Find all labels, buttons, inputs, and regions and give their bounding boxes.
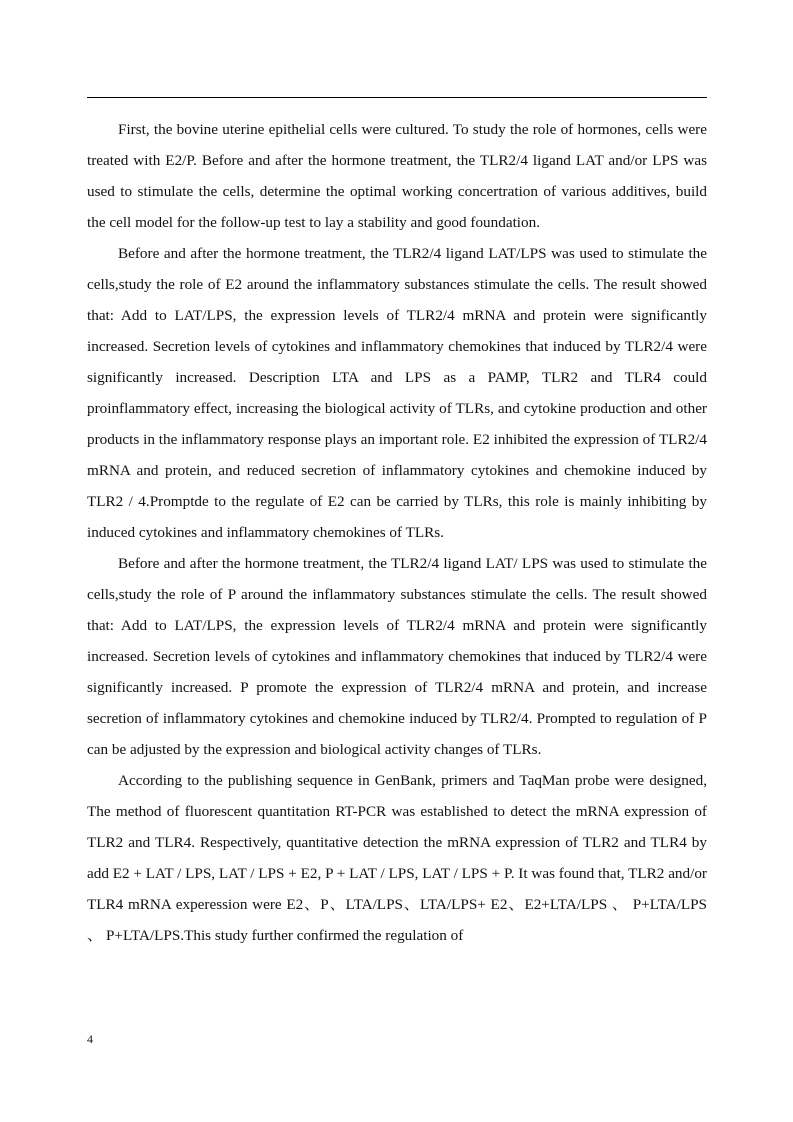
page-number: 4 <box>87 1032 93 1046</box>
paragraph-4: According to the publishing sequence in GenBank, primers and TaqMan probe were designed, The method of fluorescent quantitation RT-PCR was established to detect the mRNA expression of TLR2 and TLR4. Respectively, quantitative detection the mRNA expression of TLR2 and TLR4 by add E2 + LAT / LPS, LAT / LPS + E2, P + LAT / LPS, LAT / LPS + P. It was found that, TLR2 and/or TLR4 mRNA experession were E2、P、LTA/LPS、LTA/LPS+ E2、E2+LTA/LPS 、 P+LTA/LPS 、 P+LTA/LPS.This study further confirmed the regulation of <box>87 772 707 944</box>
paragraph-3: Before and after the hormone treatment, the TLR2/4 ligand LAT/ LPS was used to stimulate the cells,study the role of P around the inflammatory substances stimulate the cells. The result showed that: Add to LAT/LPS, the expression levels of TLR2/4 mRNA and protein were significantly increased. Secretion levels of cytokines and inflammatory chemokines that induced by TLR2/4 were significantly increased. P promote the expression of TLR2/4 mRNA and protein, and increase secretion of inflammatory cytokines and chemokine induced by TLR2/4. Prompted to regulation of P can be adjusted by the expression and biological activity changes of TLRs. <box>87 555 707 758</box>
paragraph-1: First, the bovine uterine epithelial cells were cultured. To study the role of hormones, cells were treated with E2/P. Before and after the hormone treatment, the TLR2/4 ligand LAT and/or LPS was used to stimulate the cells, determine the optimal working concertration of various additives, build the cell model for the follow-up test to lay a stability and good foundation. <box>87 121 707 231</box>
paragraph-2: Before and after the hormone treatment, the TLR2/4 ligand LAT/LPS was used to stimulate the cells,study the role of E2 around the inflammatory substances stimulate the cells. The result showed that: Add to LAT/LPS, the expression levels of TLR2/4 mRNA and protein were significantly increased. Secretion levels of cytokines and inflammatory chemokines that induced by TLR2/4 were significantly increased. Description LTA and LPS as a PAMP, TLR2 and TLR4 could proinflammatory effect, increasing the biological activity of TLRs, and cytokine production and other products in the inflammatory response plays an important role. E2 inhibited the expression of TLR2/4 mRNA and protein, and reduced secretion of inflammatory cytokines and chemokine induced by TLR2 / 4.Promptde to the regulate of E2 can be carried by TLRs, this role is mainly inhibiting by induced cytokines and inflammatory chemokines of TLRs. <box>87 245 707 541</box>
body-text <box>87 114 707 951</box>
header-rule <box>87 97 707 98</box>
